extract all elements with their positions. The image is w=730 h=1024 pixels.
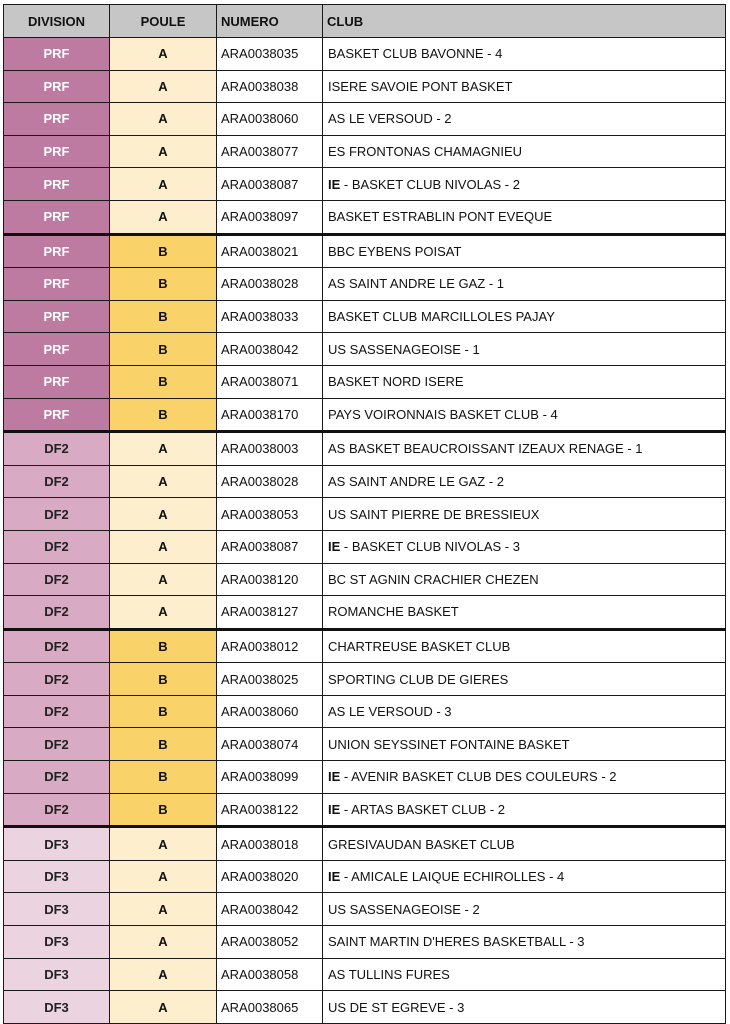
ie-prefix: IE xyxy=(328,869,341,885)
division-cell: PRF xyxy=(4,268,110,301)
club-cell xyxy=(323,498,726,531)
division-cell: DF2 xyxy=(4,793,110,827)
table-row xyxy=(4,695,726,728)
table-body xyxy=(4,38,726,1024)
club-name: BASKET NORD ISERE xyxy=(328,374,464,390)
ie-prefix: IE xyxy=(328,539,341,555)
table-row xyxy=(4,70,726,103)
table-row xyxy=(4,728,726,761)
division-cell: DF3 xyxy=(4,926,110,959)
club-name: BASKET CLUB BAVONNE - 4 xyxy=(328,46,503,62)
poule-cell: A xyxy=(110,827,217,861)
club-cell xyxy=(323,268,726,301)
table-row xyxy=(4,530,726,563)
clubs-table xyxy=(3,4,726,1024)
club-cell xyxy=(323,398,726,432)
club-name: AS TULLINS FURES xyxy=(328,966,450,982)
numero-cell: ARA0038042 xyxy=(217,893,323,926)
numero-cell: ARA0038021 xyxy=(217,234,323,268)
poule-cell: A xyxy=(110,465,217,498)
club-name: - AVENIR BASKET CLUB DES COULEURS - 2 xyxy=(340,769,617,785)
poule-cell: A xyxy=(110,432,217,466)
table-row xyxy=(4,234,726,268)
club-name: ISERE SAVOIE PONT BASKET xyxy=(328,78,513,94)
poule-cell: B xyxy=(110,333,217,366)
club-name: CHARTREUSE BASKET CLUB xyxy=(328,638,511,654)
poule-cell: B xyxy=(110,793,217,827)
numero-cell: ARA0038087 xyxy=(217,530,323,563)
club-name: US SASSENAGEOISE - 1 xyxy=(328,341,480,357)
club-cell xyxy=(323,465,726,498)
club-cell xyxy=(323,38,726,71)
numero-cell: ARA0038087 xyxy=(217,168,323,201)
club-cell xyxy=(323,991,726,1024)
club-name: AS SAINT ANDRE LE GAZ - 2 xyxy=(328,474,505,490)
club-name: US SASSENAGEOISE - 2 xyxy=(328,901,480,917)
division-cell: PRF xyxy=(4,333,110,366)
club-cell xyxy=(323,168,726,201)
club-name: BC ST AGNIN CRACHIER CHEZEN xyxy=(328,571,539,587)
numero-cell: ARA0038012 xyxy=(217,629,323,663)
poule-cell: A xyxy=(110,200,217,234)
table-row xyxy=(4,563,726,596)
poule-cell: B xyxy=(110,234,217,268)
club-cell xyxy=(323,70,726,103)
poule-cell: A xyxy=(110,103,217,136)
poule-cell: A xyxy=(110,38,217,71)
club-name: ES FRONTONAS CHAMAGNIEU xyxy=(328,144,523,160)
club-cell xyxy=(323,333,726,366)
division-cell: PRF xyxy=(4,200,110,234)
poule-cell: B xyxy=(110,761,217,794)
poule-cell: B xyxy=(110,728,217,761)
division-cell: PRF xyxy=(4,398,110,432)
club-cell xyxy=(323,695,726,728)
club-name: AS LE VERSOUD - 2 xyxy=(328,111,452,127)
club-cell xyxy=(323,926,726,959)
table-row xyxy=(4,926,726,959)
club-name: UNION SEYSSINET FONTAINE BASKET xyxy=(328,736,570,752)
division-cell: DF2 xyxy=(4,695,110,728)
poule-cell: A xyxy=(110,498,217,531)
table-row xyxy=(4,596,726,630)
club-cell xyxy=(323,958,726,991)
club-cell xyxy=(323,827,726,861)
club-cell xyxy=(323,728,726,761)
header-row xyxy=(4,5,726,38)
club-name: - BASKET CLUB NIVOLAS - 2 xyxy=(340,176,520,192)
division-cell: DF2 xyxy=(4,530,110,563)
numero-cell: ARA0038028 xyxy=(217,465,323,498)
poule-cell: A xyxy=(110,168,217,201)
ie-prefix: IE xyxy=(328,769,341,785)
division-cell: DF3 xyxy=(4,958,110,991)
numero-cell: ARA0038077 xyxy=(217,135,323,168)
club-cell xyxy=(323,135,726,168)
poule-cell: B xyxy=(110,695,217,728)
poule-cell: A xyxy=(110,135,217,168)
table-row xyxy=(4,860,726,893)
division-cell: PRF xyxy=(4,70,110,103)
numero-cell: ARA0038065 xyxy=(217,991,323,1024)
poule-cell: B xyxy=(110,629,217,663)
numero-cell: ARA0038033 xyxy=(217,300,323,333)
header-club: CLUB xyxy=(323,5,726,38)
numero-cell: ARA0038060 xyxy=(217,103,323,136)
table-row xyxy=(4,991,726,1024)
club-name: GRESIVAUDAN BASKET CLUB xyxy=(328,836,515,852)
poule-cell: B xyxy=(110,300,217,333)
numero-cell: ARA0038028 xyxy=(217,268,323,301)
poule-cell: A xyxy=(110,958,217,991)
division-cell: DF3 xyxy=(4,991,110,1024)
numero-cell: ARA0038003 xyxy=(217,432,323,466)
numero-cell: ARA0038053 xyxy=(217,498,323,531)
numero-cell: ARA0038071 xyxy=(217,365,323,398)
numero-cell: ARA0038120 xyxy=(217,563,323,596)
club-cell xyxy=(323,761,726,794)
poule-cell: A xyxy=(110,563,217,596)
clubs-table-wrapper xyxy=(3,4,726,1024)
division-cell: DF2 xyxy=(4,563,110,596)
division-cell: DF2 xyxy=(4,432,110,466)
table-row xyxy=(4,398,726,432)
club-cell xyxy=(323,530,726,563)
table-row xyxy=(4,200,726,234)
table-row xyxy=(4,893,726,926)
numero-cell: ARA0038052 xyxy=(217,926,323,959)
numero-cell: ARA0038170 xyxy=(217,398,323,432)
club-cell xyxy=(323,893,726,926)
division-cell: DF3 xyxy=(4,893,110,926)
club-name: - ARTAS BASKET CLUB - 2 xyxy=(340,801,506,817)
club-cell xyxy=(323,663,726,696)
poule-cell: B xyxy=(110,268,217,301)
table-row xyxy=(4,135,726,168)
division-cell: PRF xyxy=(4,135,110,168)
ie-prefix: IE xyxy=(328,176,341,192)
table-row xyxy=(4,103,726,136)
header-poule: POULE xyxy=(110,5,217,38)
club-cell xyxy=(323,103,726,136)
header-division: DIVISION xyxy=(4,5,110,38)
club-cell xyxy=(323,234,726,268)
header-numero: NUMERO xyxy=(217,5,323,38)
club-name: SAINT MARTIN D'HERES BASKETBALL - 3 xyxy=(328,934,585,950)
numero-cell: ARA0038122 xyxy=(217,793,323,827)
numero-cell: ARA0038097 xyxy=(217,200,323,234)
club-cell xyxy=(323,629,726,663)
club-name: - BASKET CLUB NIVOLAS - 3 xyxy=(340,539,520,555)
numero-cell: ARA0038020 xyxy=(217,860,323,893)
club-name: AS SAINT ANDRE LE GAZ - 1 xyxy=(328,276,505,292)
table-row xyxy=(4,663,726,696)
table-row xyxy=(4,365,726,398)
club-name: - AMICALE LAIQUE ECHIROLLES - 4 xyxy=(340,869,565,885)
division-cell: DF2 xyxy=(4,596,110,630)
club-name: AS LE VERSOUD - 3 xyxy=(328,704,452,720)
division-cell: DF2 xyxy=(4,728,110,761)
club-cell xyxy=(323,563,726,596)
numero-cell: ARA0038127 xyxy=(217,596,323,630)
club-name: BASKET CLUB MARCILLOLES PAJAY xyxy=(328,309,555,325)
poule-cell: A xyxy=(110,926,217,959)
poule-cell: A xyxy=(110,893,217,926)
division-cell: PRF xyxy=(4,365,110,398)
table-row xyxy=(4,300,726,333)
numero-cell: ARA0038042 xyxy=(217,333,323,366)
club-name: BASKET ESTRABLIN PONT EVEQUE xyxy=(328,209,553,225)
division-cell: PRF xyxy=(4,103,110,136)
division-cell: DF3 xyxy=(4,827,110,861)
club-name: US SAINT PIERRE DE BRESSIEUX xyxy=(328,506,540,522)
club-name: ROMANCHE BASKET xyxy=(328,604,459,620)
division-cell: PRF xyxy=(4,38,110,71)
poule-cell: A xyxy=(110,991,217,1024)
club-name: AS BASKET BEAUCROISSANT IZEAUX RENAGE - 1 xyxy=(328,441,643,457)
table-row xyxy=(4,629,726,663)
numero-cell: ARA0038035 xyxy=(217,38,323,71)
club-cell xyxy=(323,793,726,827)
division-cell: PRF xyxy=(4,168,110,201)
poule-cell: B xyxy=(110,663,217,696)
division-cell: PRF xyxy=(4,300,110,333)
division-cell: DF2 xyxy=(4,498,110,531)
numero-cell: ARA0038018 xyxy=(217,827,323,861)
club-name: SPORTING CLUB DE GIERES xyxy=(328,671,509,687)
club-cell xyxy=(323,860,726,893)
table-row xyxy=(4,793,726,827)
table-row xyxy=(4,168,726,201)
numero-cell: ARA0038025 xyxy=(217,663,323,696)
division-cell: DF3 xyxy=(4,860,110,893)
division-cell: DF2 xyxy=(4,663,110,696)
club-name: US DE ST EGREVE - 3 xyxy=(328,999,465,1015)
division-cell: DF2 xyxy=(4,465,110,498)
poule-cell: A xyxy=(110,70,217,103)
table-row xyxy=(4,827,726,861)
ie-prefix: IE xyxy=(328,801,341,817)
club-cell xyxy=(323,200,726,234)
poule-cell: B xyxy=(110,398,217,432)
numero-cell: ARA0038058 xyxy=(217,958,323,991)
table-row xyxy=(4,761,726,794)
club-cell xyxy=(323,432,726,466)
table-row xyxy=(4,958,726,991)
numero-cell: ARA0038074 xyxy=(217,728,323,761)
table-row xyxy=(4,432,726,466)
club-cell xyxy=(323,596,726,630)
division-cell: DF2 xyxy=(4,761,110,794)
club-cell xyxy=(323,365,726,398)
table-row xyxy=(4,38,726,71)
table-row xyxy=(4,268,726,301)
division-cell: PRF xyxy=(4,234,110,268)
club-name: PAYS VOIRONNAIS BASKET CLUB - 4 xyxy=(328,406,558,422)
table-row xyxy=(4,333,726,366)
poule-cell: A xyxy=(110,860,217,893)
table-row xyxy=(4,465,726,498)
poule-cell: B xyxy=(110,365,217,398)
table-row xyxy=(4,498,726,531)
poule-cell: A xyxy=(110,530,217,563)
club-cell xyxy=(323,300,726,333)
numero-cell: ARA0038060 xyxy=(217,695,323,728)
club-name: BBC EYBENS POISAT xyxy=(328,243,462,259)
numero-cell: ARA0038038 xyxy=(217,70,323,103)
numero-cell: ARA0038099 xyxy=(217,761,323,794)
poule-cell: A xyxy=(110,596,217,630)
division-cell: DF2 xyxy=(4,629,110,663)
